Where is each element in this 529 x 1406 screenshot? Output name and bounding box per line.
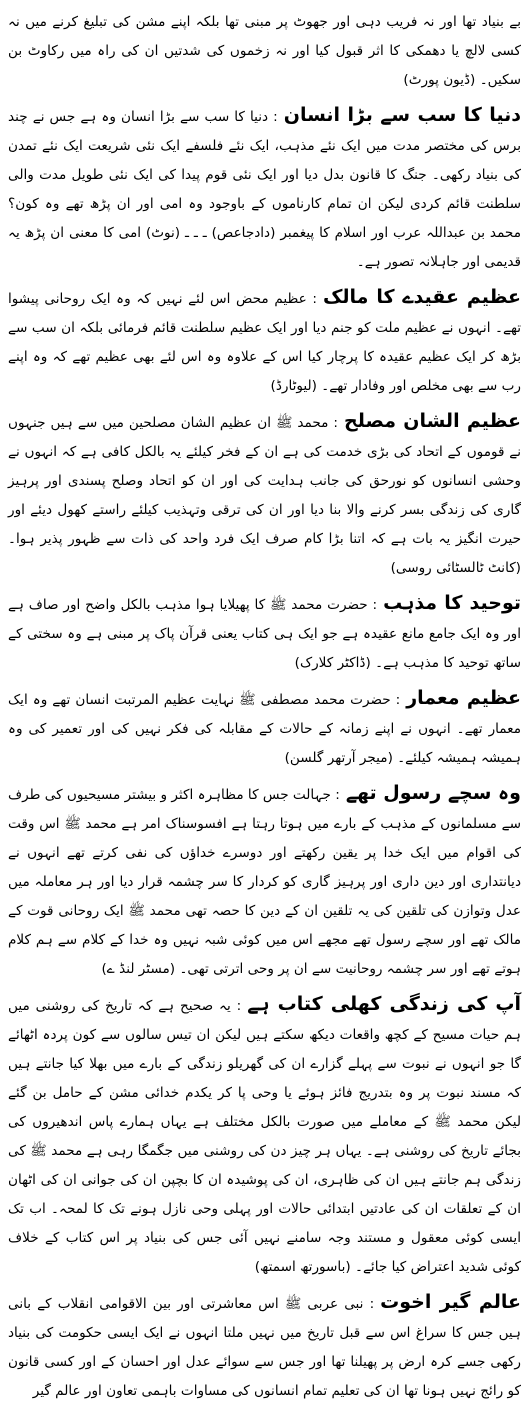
source-citation: (میجر آرتھر گلسن) [284,750,393,766]
source-citation: (ڈاکٹر کلارک) [294,655,371,671]
paragraph [8,591,521,678]
paragraph-body: : محمد ﷺ ان عظیم الشان مصلحین میں سے ہیں جنہوں نے قوموں کے اتحاد کی بڑی خدمت کی ہے ان کے فخر کیلئے یہ بالکل کافی ہے کہ انہوں نے وحشی انسانوں کو نورحق کی جانب ہدایت کی اور ان کو اتحاد وصلح پسندی اور پرہیز گاری کی زندگی بسر کرنے والا بنا دیا اور ان کی ترقی وتہذیب کیلئے راستے کھول دیئے اور حیرت انگیز یہ بات ہے کہ اتنا بڑا کام صرف ایک فرد واحد کی ذات سے ظہور پذیر ہوا۔ [8,415,521,547]
source-citation: (مسٹر لنڈ ے) [101,961,176,977]
paragraph-body: : دنیا کا سب سے بڑا انسان وہ ہے جس نے چند برس کی مختصر مدت میں ایک نئے مذہب، ایک نئے فلسفے ایک نئی شریعت ایک نئے تمدن کی بنیاد رکھی۔ جنگ کا قانون بدل دیا اور ایک نئی قوم پیدا کی ایک نئی طویل مدت والی سلطنت قائم کردی لیکن ان تمام کارناموں کے باوجود وہ امی اور ان پڑھ تھے وہ کون؟ محمد بن عبداللہ عرب اور اسلام کا پیغمبر [8,109,521,241]
section-open-book-life [8,992,521,1282]
source-citation: (دادجاعص) ـ ـ ـ (نوٹ) امی کا معنی ان پڑھ یہ قدیمی اور جاہلانہ تصور ہے۔ [8,225,521,270]
paragraph [8,103,521,277]
source-citation: (کانٹ ٹالسٹائی روسی) [390,560,521,576]
section-great-reformer [8,409,521,583]
section-worlds-greatest-man [8,103,521,277]
paragraph [8,781,521,984]
section-intro [8,8,521,95]
section-heading: عظیم معمار [406,687,521,709]
section-universal-brotherhood [8,1290,521,1406]
section-religion-of-tawheed [8,591,521,678]
section-heading: آپ کی زندگی کھلی کتاب ہے [247,993,521,1015]
paragraph-body: : حضرت محمد مصطفی ﷺ نہایت عظیم المرتبت انسان تھے وہ ایک معمار تھے۔ انہوں نے اپنے زمانہ کے حالات کے مقابلہ کی فکر نہیں کی اور تعمیر کی وہ ہمیشہ ہمیشہ کیلئے۔ [8,692,521,766]
section-true-messenger [8,781,521,984]
paragraph [8,8,521,95]
section-great-architect [8,686,521,773]
section-great-creed [8,285,521,401]
paragraph [8,992,521,1282]
section-heading: عالم گیر اخوت [380,1291,521,1313]
section-heading: عظیم عقیدے کا مالک [322,286,521,308]
section-heading: عظیم الشان مصلح [344,410,521,432]
source-citation: (لیوٹارڈ) [270,378,317,394]
source-citation: (ڈیون پورٹ) [403,72,476,88]
section-heading: وہ سچے رسول تھے [345,782,521,804]
section-heading: دنیا کا سب سے بڑا انسان [283,104,521,126]
paragraph [8,409,521,583]
section-heading: توحید کا مذہب [383,592,521,614]
paragraph [8,285,521,401]
source-citation: (باسورتھ اسمتھ) [254,1259,351,1275]
paragraph-body: : نبی عربی ﷺ اس معاشرتی اور بین الاقوامی انقلاب کے بانی ہیں جس کا سراغ اس سے قبل تاریخ میں نہیں ملتا انہوں نے ایک ایسی حکومت کی بنیاد رکھی جسے کرہ ارض پر پھیلنا تھا اور جس سے سوائے عدل اور احسان کے اور کسی قانون کو رائج نہیں ہونا تھا ان کی تعلیم تمام انسانوں کی مساوات باہمی تعاون اور عالم گیر [8,1296,521,1399]
paragraph-body: بے بنیاد تھا اور نہ فریب دہی اور جھوٹ پر مبنی تھا بلکہ اپنے مشن کی تبلیغ کرنے میں نہ کسی لالچ یا دھمکی کا اثر قبول کیا اور نہ زخموں کی شدتیں ان کی راہ میں رکاوٹ بن سکیں۔ [8,14,521,88]
paragraph-body: : یہ صحیح ہے کہ تاریخ کی روشنی میں ہم حیات مسیح کے کچھ واقعات دیکھ سکتے ہیں لیکن ان تیس سالوں سے کون پردہ اٹھائے گا جو انہوں نے نبوت سے پہلے گزارے ان کی گھریلو زندگی کے بارے میں بھلا کیا جانتے ہیں کہ مسند نبوت پر وہ بتدریج فائز ہوئے یا وحی پا کر یکدم خدائی مشن کے حامل بن گئے لیکن محمد ﷺ کے معاملے میں صورت بالکل مختلف ہے یہاں ہمارے پاس اندھیروں کی بجائے تاریخ کی روشنی ہے۔ یہاں ہر چیز دن کی روشنی میں جگمگا رہی ہے محمد ﷺ کی زندگی ہم جانتے ہیں ان کی ظاہری، ان کی پوشیدہ ان کا بچپن ان کی جوانی ان کی اٹھان ان کے تعلقات ان کی عادتیں ابتدائی حالات اور پہلی وحی نازل ہونے تک کا لمحہ۔ اب تک ایسی کوئی معقول و مستند وجہ سامنے نہیں آئی جس کی بنیاد پر اس کتاب کے خلاف کوئی شدید اعتراض کیا جائے۔ [8,998,521,1275]
paragraph [8,1290,521,1406]
paragraph [8,686,521,773]
paragraph-body: : جہالت جس کا مظاہرہ اکثر و بیشتر مسیحیوں کی طرف سے مسلمانوں کے مذہب کے بارے میں ہوتا رہتا ہے افسوسناک امر ہے محمد ﷺ اس وقت کی اقوام میں ایک خدا پر یقین رکھتے اور دوسرے خداؤں کی نفی کرتے تھے انہوں نے دیانتداری اور دین داری اور پرہیز گاری کو کردار کا سر چشمہ قرار دیا اور ہر معاملہ میں عدل وتوازن کی تلقین کی یہ تلقین ان کے دین کا حصہ تھی محمد ﷺ ایک روحانی قوت کے مالک تھے اور سچے رسول تھے مجھے اس میں کوئی شبہ نہیں وہ خدا کے کلام سے ہم کلام ہوتے تھے اور سر چشمہ روحانیت سے ان پر وحی اترتی تھی۔ [8,787,521,977]
paragraph-body: : عظیم محض اس لئے نہیں کہ وہ ایک روحانی پیشوا تھے۔ انہوں نے عظیم ملت کو جنم دیا اور ایک عظیم سلطنت قائم فرمائی بلکہ ان سب سے بڑھ کر ایک عظیم عقیدہ کا پرچار کیا اس کے علاوہ وہ اس لئے بھی عظیم تھے کہ وہ اپنے رب سے بھی مخلص اور وفادار تھے۔ [8,291,521,394]
paragraph-body: : حضرت محمد ﷺ کا پھیلایا ہوا مذہب بالکل واضح اور صاف ہے اور وہ ایک جامع مانع عقیدہ ہے جو ایک ہی کتاب یعنی قرآن پاک پر مبنی ہے وہ سختی کے ساتھ توحید کا مذہب ہے۔ [8,597,521,671]
